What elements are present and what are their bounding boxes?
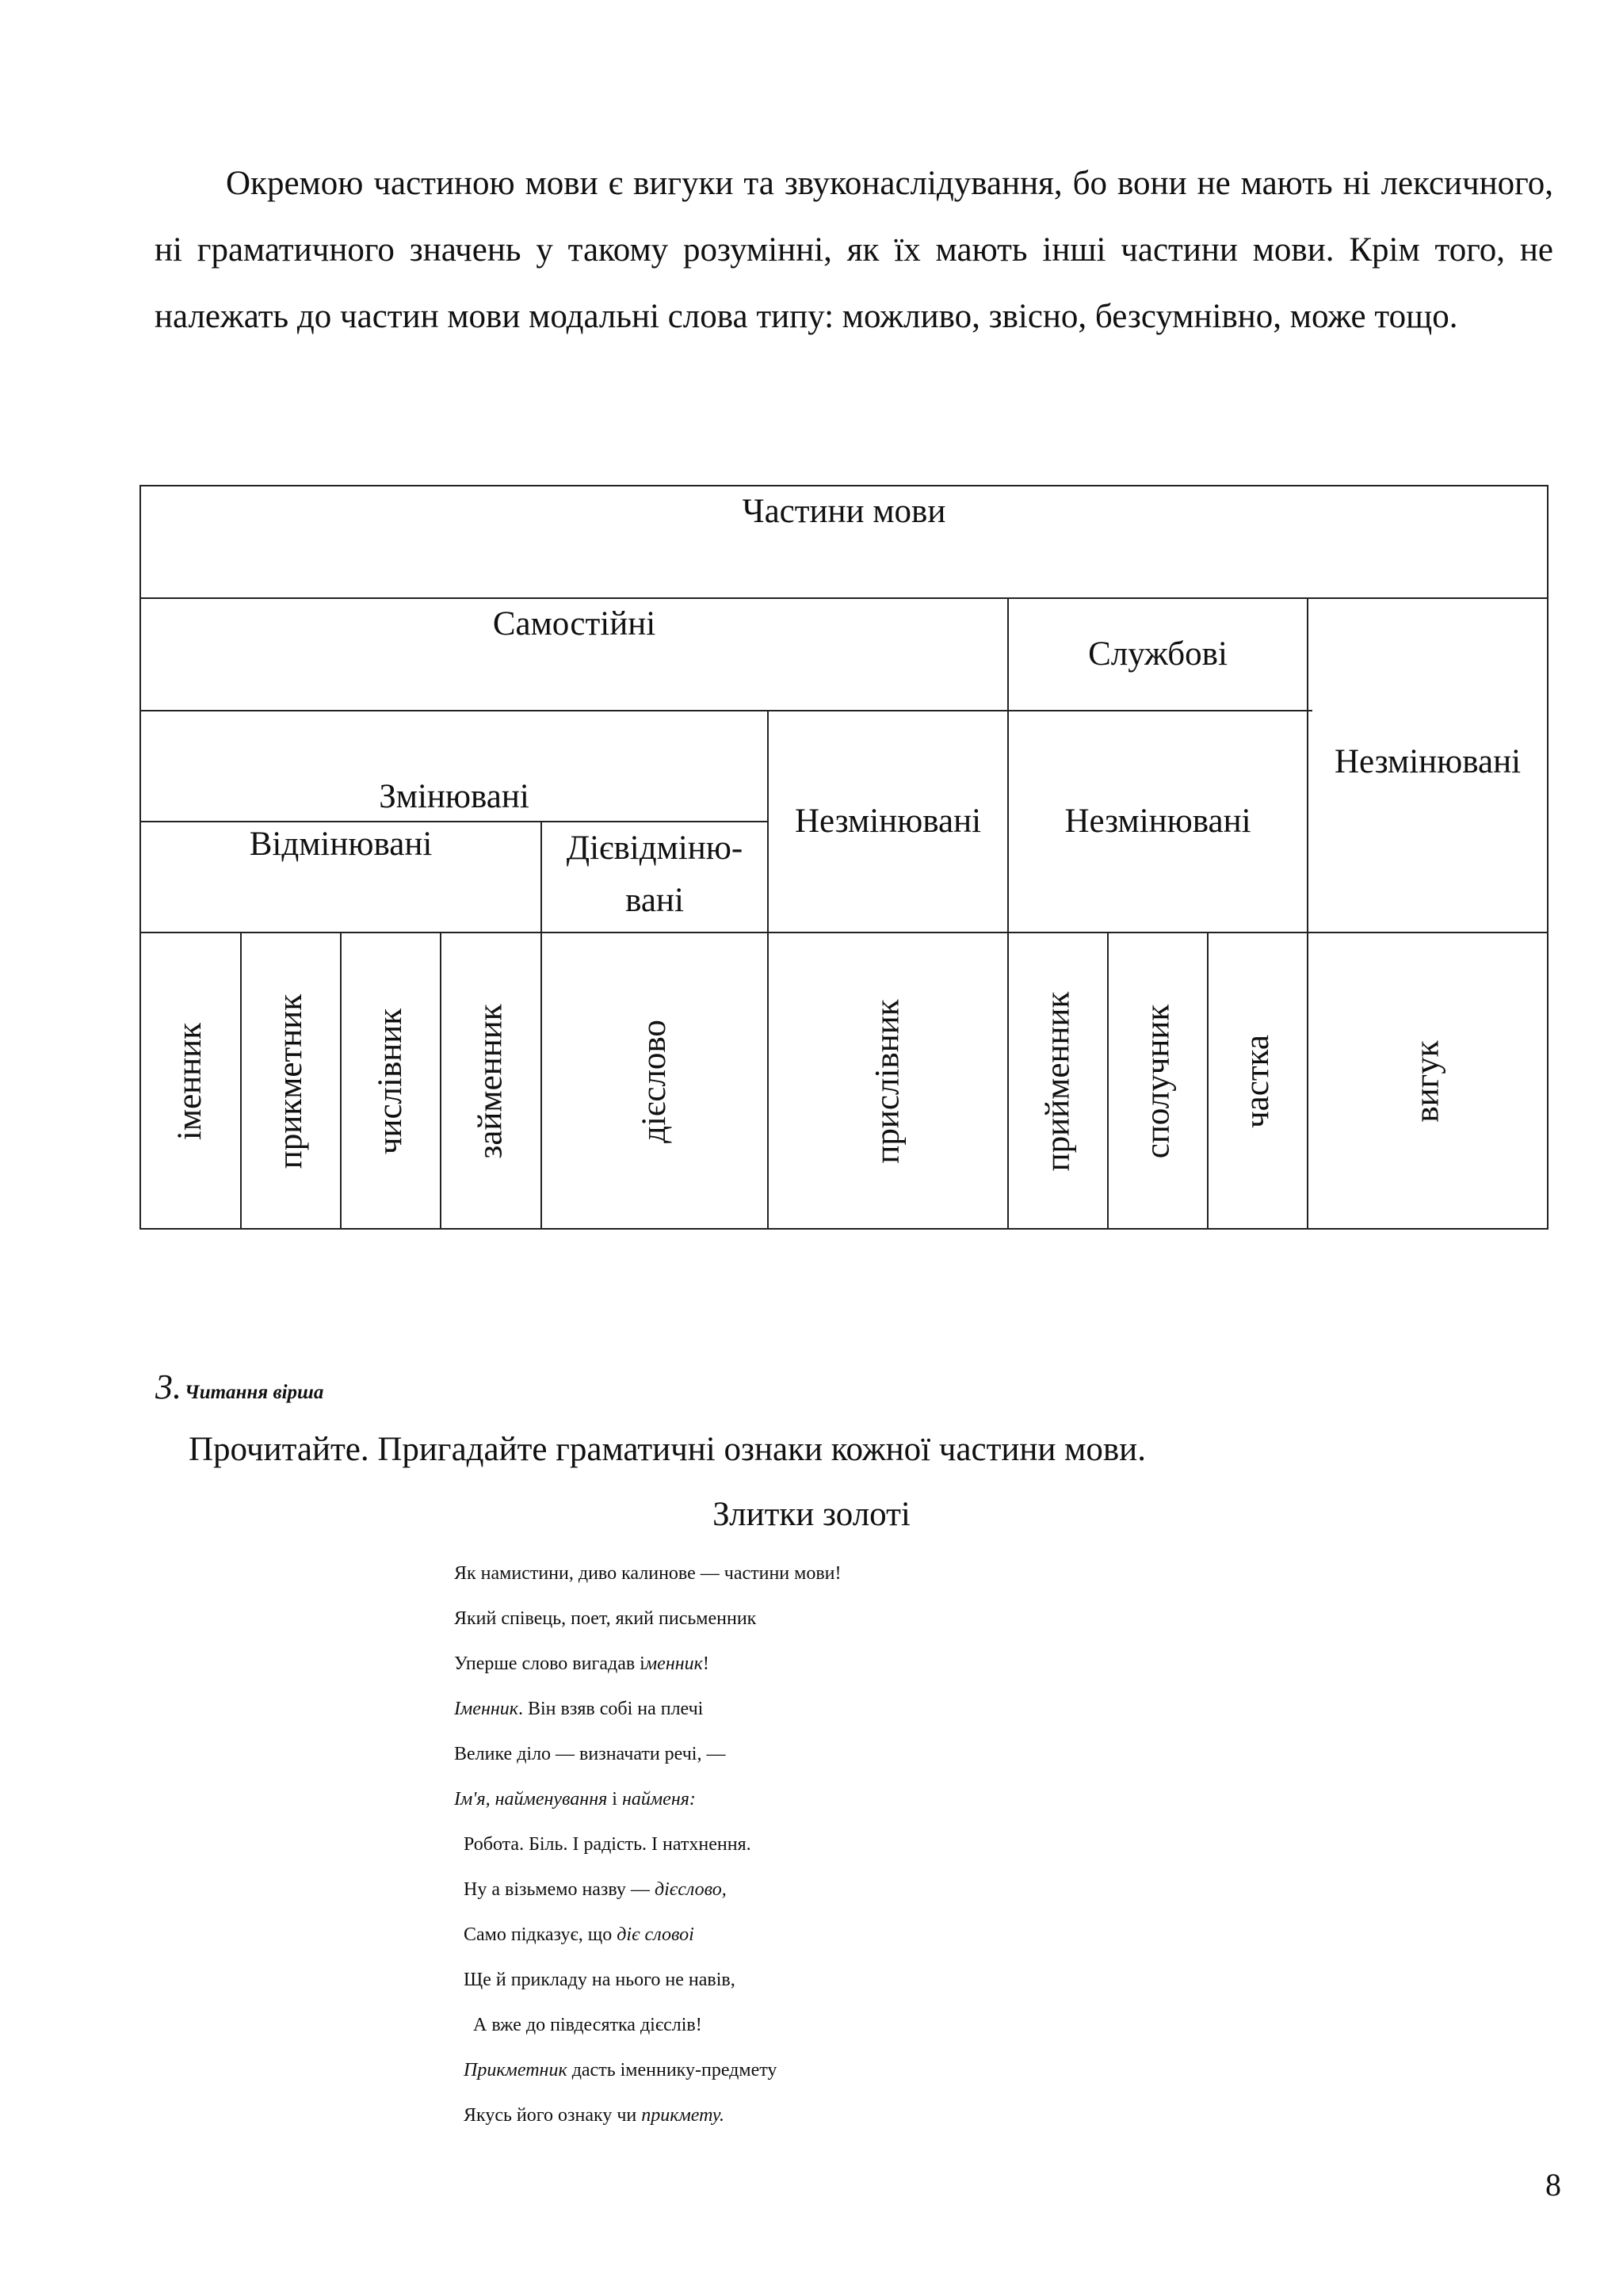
table-title: Частини мови [742,493,946,530]
poem-line [454,1783,1009,1829]
part-label: числівник [372,1008,410,1155]
poem-line [454,2009,1009,2054]
poem-segment: Само підказує, що [454,1924,617,1945]
poem-segment: А вже до півдесятка дієслів! [454,2015,702,2035]
poem-segment: найменя: [621,1789,696,1810]
poem-line [454,1558,1009,1603]
section-heading [155,1367,323,1407]
poem-segment: прикмету. [641,2105,724,2126]
header-inflected: Змінювані [379,778,529,815]
intro-paragraph: Окремою частиною мови є вигуки та звуконаслідування, бо вони не мають ні лексичного, ні граматичного значень у такому розумінні, як їх мають інші частини мови. Крім того, не належать до частин мови модальні слова типу: можливо, звісно, безсумнівно, може тощо. [155,165,1553,335]
poem-segment: Уперше слово вигадав і [454,1653,645,1674]
poem-segment: ! [702,1653,709,1674]
instruction: Прочитайте. Пригадайте граматичні ознаки кожної частини мови. [189,1431,1146,1468]
poem-line [454,1964,1009,2009]
poem-segment: Ім'я, найменування [454,1789,608,1810]
section-number: 3. [155,1367,181,1406]
poem-segment: Ще й прикладу на нього не навів, [454,1970,735,1990]
poem-line [454,1738,1009,1783]
section-title: Читання вірша [185,1382,324,1403]
header-conjugable: Дієвідміню-вані [566,830,743,919]
poem-segment: Якусь його ознаку чи [454,2105,642,2126]
parts-of-speech-table [139,485,1549,1230]
poem-segment: Прикметник [454,2060,567,2081]
part-label: вигук [1408,1040,1446,1123]
poem-line [454,1919,1009,1964]
part-cell [1209,933,1307,1230]
header-declinable: Відмінювані [249,826,433,863]
header-independent: Самостійні [492,605,656,643]
poem-line [454,1874,1009,1919]
part-label: прислівник [869,999,907,1164]
poem-segment: Як намистини, диво калинове — частини [454,1563,795,1584]
part-label: займенник [472,1004,510,1159]
poem-segment: . Він взяв собі на плечі [518,1699,704,1719]
poem-segment: мови [794,1563,835,1584]
poem-segment: Велике діло — визначати речі, — [454,1744,726,1764]
part-cell [1109,933,1207,1230]
part-label: частка [1238,1035,1276,1128]
poem-segment: діє словоі [617,1924,694,1945]
poem-line [454,2100,1009,2145]
part-label: дієслово [636,1020,673,1143]
poem-line [454,1829,1009,1874]
poem-line [454,1648,1009,1693]
header-uninflected-independent: Незмінювані [794,803,982,840]
poem-segment: дієслово, [654,1879,727,1900]
part-cell [1308,933,1547,1230]
part-cell [342,933,440,1230]
header-uninflected-right: Незмінювані [1334,743,1522,780]
page-number: 8 [1545,2167,1561,2203]
poem-segment: Ну а візьмемо назву — [454,1879,655,1900]
part-label: прийменник [1039,991,1077,1172]
poem-segment: і [607,1789,622,1810]
poem-lines [454,1558,1009,2145]
part-cell [441,933,540,1230]
part-cell [1009,933,1107,1230]
part-label: іменник [171,1022,209,1141]
poem-line [454,2054,1009,2100]
poem-segment: Іменник [454,1699,518,1719]
part-cell [769,933,1007,1230]
poem-title: Злитки золоті [712,1496,911,1533]
part-label: сполучник [1139,1004,1176,1159]
part-cell [141,933,240,1230]
poem-line [454,1603,1009,1648]
poem-line [454,1693,1009,1738]
poem-segment: менник [644,1653,703,1674]
header-auxiliary: Службові [1088,635,1228,673]
part-label: прикметник [272,994,310,1169]
part-cell [542,933,767,1230]
poem-segment: дасть іменнику-предмету [567,2060,777,2081]
poem-segment: Який співець, поет, який письменник [454,1608,757,1629]
part-cell [242,933,340,1230]
poem-segment: Робота. Біль. І радість. І натхнення. [454,1834,751,1855]
poem-segment: ! [834,1563,842,1584]
header-uninflected-auxiliary: Незмінювані [1064,803,1251,840]
